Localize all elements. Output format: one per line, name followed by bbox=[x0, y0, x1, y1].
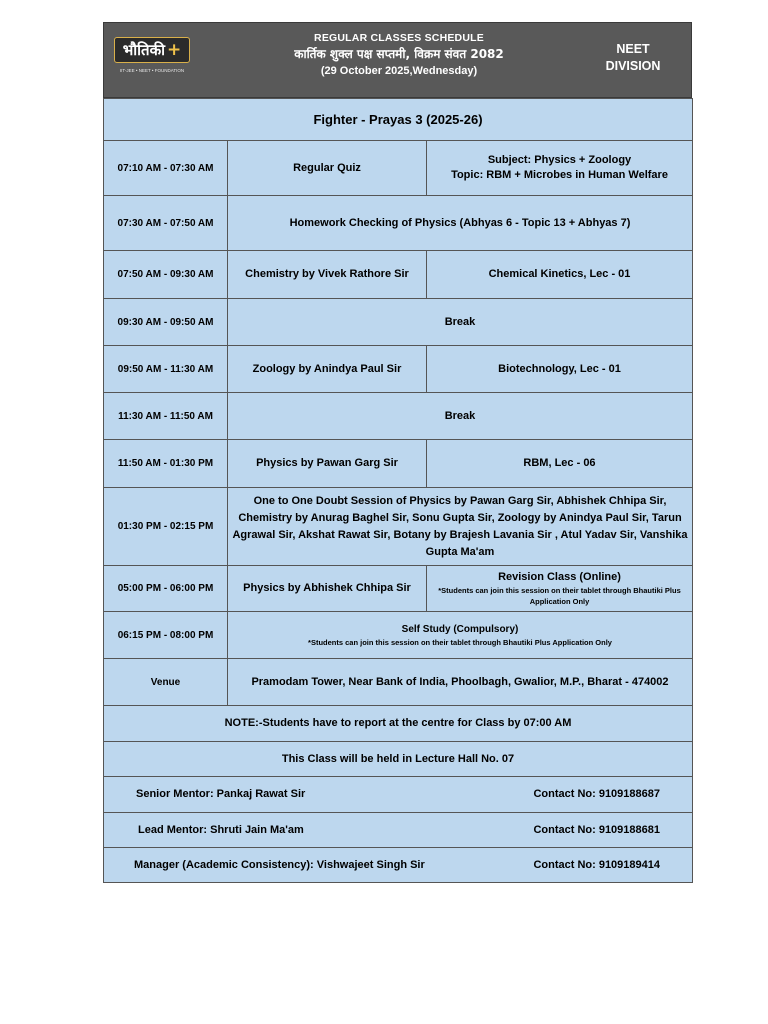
session-detail: Chemical Kinetics, Lec - 01 bbox=[427, 251, 693, 299]
batch-name: Fighter - Prayas 3 (2025-26) bbox=[104, 99, 693, 141]
schedule-header bbox=[103, 22, 692, 98]
logo-mark bbox=[114, 37, 191, 63]
table-row bbox=[104, 141, 693, 196]
session-detail: Biotechnology, Lec - 01 bbox=[427, 346, 693, 393]
mentor-name: Senior Mentor: Pankaj Rawat Sir bbox=[136, 788, 306, 800]
mentor-row bbox=[104, 813, 693, 848]
mentor-name: Lead Mentor: Shruti Jain Ma'am bbox=[138, 823, 304, 836]
hindi-date: कार्तिक शुक्ल पक्ष सप्तमी, विक्रम संवत 2082 bbox=[294, 47, 504, 61]
time-slot: 01:30 PM - 02:15 PM bbox=[104, 488, 228, 566]
time-slot: 07:10 AM - 07:30 AM bbox=[104, 141, 228, 196]
self-study-label: Self Study (Compulsory) bbox=[401, 624, 519, 635]
table-row bbox=[104, 612, 693, 659]
time-slot: 11:50 AM - 01:30 PM bbox=[104, 440, 228, 488]
time-slot: 05:00 PM - 06:00 PM bbox=[104, 566, 228, 612]
session-full bbox=[228, 612, 693, 659]
table-row bbox=[104, 566, 693, 612]
time-slot: 11:30 AM - 11:50 AM bbox=[104, 393, 228, 440]
schedule-date: (29 October 2025,Wednesday) bbox=[320, 65, 478, 77]
schedule-sheet bbox=[103, 22, 692, 883]
bhautiki-logo bbox=[112, 35, 192, 87]
mentor-contact: Contact No: 9109189414 bbox=[533, 858, 660, 871]
header-center bbox=[204, 32, 594, 77]
session-title: Chemistry by Vivek Rathore Sir bbox=[228, 251, 427, 299]
mentor-contact: Contact No: 9109188681 bbox=[533, 823, 660, 836]
logo-text: भौतिकी bbox=[122, 41, 166, 59]
hall-row bbox=[104, 742, 693, 777]
session-title: Physics by Abhishek Chhipa Sir bbox=[228, 566, 427, 612]
division-line-2: DIVISION bbox=[605, 59, 661, 73]
session-detail bbox=[427, 141, 693, 196]
revision-class-label: Revision Class (Online) bbox=[498, 571, 621, 583]
session-detail: RBM, Lec - 06 bbox=[427, 440, 693, 488]
session-title: Zoology by Anindya Paul Sir bbox=[228, 346, 427, 393]
mentor-cell bbox=[104, 848, 693, 883]
schedule-title: REGULAR CLASSES SCHEDULE bbox=[314, 32, 484, 44]
quiz-subject: Subject: Physics + Zoology bbox=[487, 154, 632, 166]
time-slot: 07:50 AM - 09:30 AM bbox=[104, 251, 228, 299]
online-note: *Students can join this session on their tablet through Bhautiki Plus Application Only bbox=[438, 586, 681, 606]
session-detail bbox=[427, 566, 693, 612]
session-title: Physics by Pawan Garg Sir bbox=[228, 440, 427, 488]
mentor-cell bbox=[104, 813, 693, 848]
division-line-1: NEET bbox=[616, 42, 650, 56]
time-slot: 07:30 AM - 07:50 AM bbox=[104, 196, 228, 251]
mentor-name: Manager (Academic Consistency): Vishwajeet Singh Sir bbox=[134, 858, 425, 871]
table-row bbox=[104, 196, 693, 251]
note-row bbox=[104, 706, 693, 742]
report-note: NOTE:-Students have to report at the centre for Class by 07:00 AM bbox=[104, 706, 693, 742]
division-label bbox=[593, 41, 673, 75]
time-slot: 09:30 AM - 09:50 AM bbox=[104, 299, 228, 346]
time-slot: 09:50 AM - 11:30 AM bbox=[104, 346, 228, 393]
logo-plus: + bbox=[167, 40, 182, 60]
table-row bbox=[104, 440, 693, 488]
mentor-row bbox=[104, 777, 693, 813]
quiz-topic: Topic: RBM + Microbes in Human Welfare bbox=[451, 169, 668, 181]
venue-row bbox=[104, 659, 693, 706]
venue-label: Venue bbox=[104, 659, 228, 706]
session-full: Break bbox=[228, 299, 693, 346]
lecture-hall: This Class will be held in Lecture Hall No. 07 bbox=[104, 742, 693, 777]
session-title: Regular Quiz bbox=[228, 141, 427, 196]
mentor-cell bbox=[104, 777, 693, 813]
session-full: Break bbox=[228, 393, 693, 440]
table-row bbox=[104, 251, 693, 299]
table-row bbox=[104, 393, 693, 440]
table-row bbox=[104, 488, 693, 566]
time-slot: 06:15 PM - 08:00 PM bbox=[104, 612, 228, 659]
table-row bbox=[104, 299, 693, 346]
venue-address: Pramodam Tower, Near Bank of India, Phoolbagh, Gwalior, M.P., Bharat - 474002 bbox=[228, 659, 693, 706]
online-note: *Students can join this session on their tablet through Bhautiki Plus Application Only bbox=[308, 638, 612, 647]
schedule-table bbox=[103, 98, 693, 883]
mentor-row bbox=[104, 848, 693, 883]
table-row bbox=[104, 346, 693, 393]
logo-tagline: IIT-JEE • NEET • FOUNDATION bbox=[119, 68, 185, 73]
session-full: One to One Doubt Session of Physics by Pawan Garg Sir, Abhishek Chhipa Sir, Chemistry by Anurag Baghel Sir, Sonu Gupta Sir, Zoology by Anindya Paul Sir, Tarun Agrawal Sir, Akshat Rawat Sir, Botany by Brajesh Lavania Sir , Atul Yadav Sir, Vanshika Gupta Ma'am bbox=[228, 488, 693, 566]
session-full: Homework Checking of Physics (Abhyas 6 - Topic 13 + Abhyas 7) bbox=[228, 196, 693, 251]
batch-row bbox=[104, 99, 693, 141]
mentor-contact: Contact No: 9109188687 bbox=[533, 788, 660, 800]
